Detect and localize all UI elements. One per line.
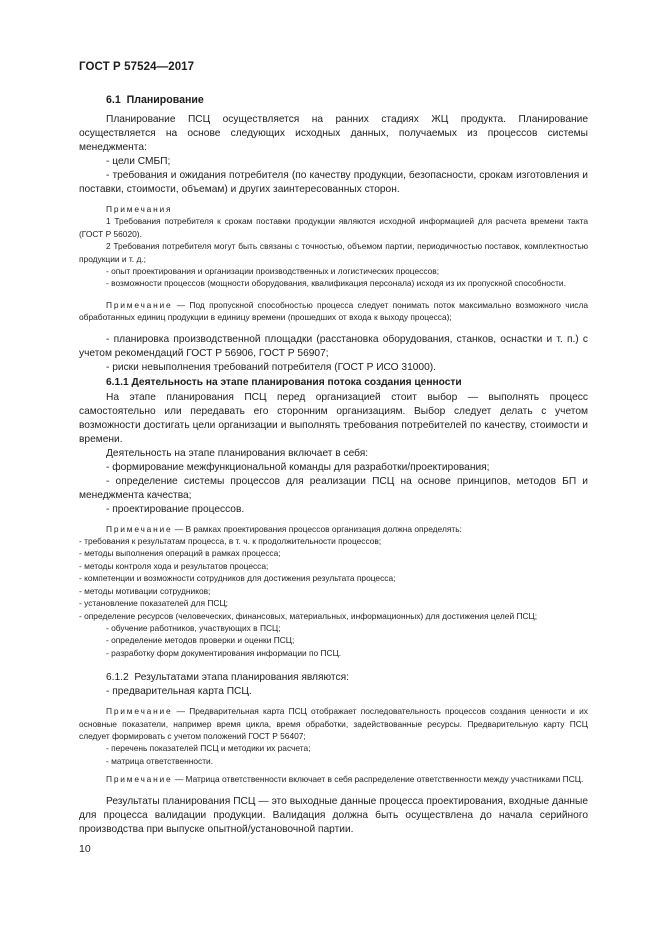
note-1: 1 Требования потребителя к срокам поставки продукции являются исходной информацией для расчета времени такта (ГОСТ Р 56020).: [79, 216, 588, 239]
note-list-item: - обучение работников, участвующих в ПСЦ;: [106, 622, 281, 633]
section-number: 6.1: [106, 94, 121, 106]
paragraph-intro: Планирование ПСЦ осуществляется на ранних стадиях ЖЦ продукта. Планирование осуществляется на основе следующих исходных данных, получаемых из процессов системы менеджмента:: [79, 114, 588, 153]
note-list-item: - перечень показателей ПСЦ и методики их расчета;: [106, 743, 311, 754]
list-item: - риски невыполнения требований потребителя (ГОСТ Р ИСО 31000).: [106, 361, 436, 373]
note-text: — Предварительная карта ПСЦ отображает последовательность процессов создания ценности и их основные показатели, например время цикла, время обработки, задействованные ресурсы. Предварительную карту ПСЦ следует формировать с учетом положений ГОСТ Р 56407;: [79, 706, 588, 741]
note-list-item: - матрица ответственности.: [106, 755, 214, 766]
note: [79, 773, 588, 785]
list-item: - предварительная карта ПСЦ.: [106, 686, 252, 698]
note-list-item: - определение ресурсов (человеческих, финансовых, материальных, информационных) для достижения целей ПСЦ;: [79, 610, 538, 621]
section-heading-6-1-1: [79, 376, 588, 390]
note-label: Примечание: [106, 523, 173, 534]
list-item: - определение системы процессов для реализации ПСЦ на основе принципов, методов БП и менеджмента качества;: [79, 475, 588, 501]
note-label: Примечание: [106, 706, 173, 717]
note-list-item: - методы контроля хода и результатов процесса;: [79, 560, 269, 571]
section-title: Планирование: [126, 94, 204, 106]
note-text: — В рамках проектирования процессов организация должна определять:: [172, 523, 462, 534]
notes-label: Примечания: [106, 204, 173, 214]
note-3: [79, 299, 588, 324]
note-list-item: - методы выполнения операций в рамках процесса;: [79, 548, 281, 559]
note-list-item: - разработку форм документирования информации по ПСЦ.: [106, 647, 342, 658]
note-list-item: - требования к результатам процесса, в т. ч. к продолжительности процессов;: [79, 536, 382, 547]
section-heading-6-1: [79, 93, 588, 107]
note: [79, 705, 588, 742]
list-item: - проектирование процессов.: [106, 503, 245, 515]
list-item: - формирование межфункциональной команды для разработки/проектирования;: [106, 461, 490, 473]
note-text: — Под пропускной способностью процесса следует понимать поток максимально возможного числа обработанных единиц продукции в единицу времени (прошедших от входа к выходу процесса);: [79, 299, 588, 323]
note-list-item: - установление показателей для ПСЦ;: [79, 598, 228, 609]
section-title: Результатами этапа планирования являются:: [134, 672, 349, 684]
note-list-item: - методы мотивации сотрудников;: [79, 585, 211, 596]
note-text: — Матрица ответственности включает в себя распределение ответственности между участниками ПСЦ.: [172, 774, 584, 785]
paragraph-final: Результаты планирования ПСЦ — это выходные данные процесса проектирования, входные данные для процесса валидации продукции. Валидация должна быть осуществлена до начала серийного производства при выпуске опытной/установочной партии.: [79, 795, 588, 835]
note-label: Примечание: [106, 299, 173, 310]
section-number: 6.1.1: [106, 376, 129, 388]
section-title: Деятельность на этапе планирования потока создания ценности: [131, 376, 462, 388]
list-item: - опыт проектирования и организации производственных и логистических процессов;: [106, 266, 440, 277]
section-heading-6-1-2: [79, 671, 588, 685]
note: [79, 523, 588, 535]
list-item: - планировка производственной площадки (расстановка оборудования, станков, оснастки и т. п.) с учетом рекомендаций ГОСТ Р 56906, ГОСТ Р 56907;: [79, 333, 588, 359]
note-list-item: - определение методов проверки и оценки ПСЦ;: [106, 635, 295, 646]
note-2: 2 Требования потребителя могут быть связаны с точностью, объемом партии, периодичностью поставок, комплектностью продукции и т. д.;: [79, 241, 588, 264]
list-item: - возможности процессов (мощности оборудования, квалификация персонала) исходя из их пропускной способности.: [106, 278, 566, 289]
document-header: ГОСТ Р 57524—2017: [79, 61, 195, 73]
paragraph: На этапе планирования ПСЦ перед организацией стоит выбор — выполнять процесс самостоятельно или передавать его сторонним организациям. Выбор следует делать с учетом возможности достигать цели организации и выполнять требования потребителей по качеству, стоимости и времени.: [79, 391, 588, 445]
paragraph: Деятельность на этапе планирования включает в себя:: [106, 447, 369, 459]
page-content: [79, 93, 588, 837]
note-list-item: - компетенции и возможности сотрудников для достижения результата процесса;: [79, 573, 396, 584]
note-label: Примечание: [106, 774, 173, 785]
list-item: - требования и ожидания потребителя (по качеству продукции, безопасности, срокам изготовления и поставки, стоимости, объемам) и других заинтересованных сторон.: [79, 170, 588, 195]
section-number: 6.1.2: [106, 672, 129, 684]
list-item: - цели СМБП;: [106, 156, 171, 167]
page-number: 10: [79, 843, 91, 855]
